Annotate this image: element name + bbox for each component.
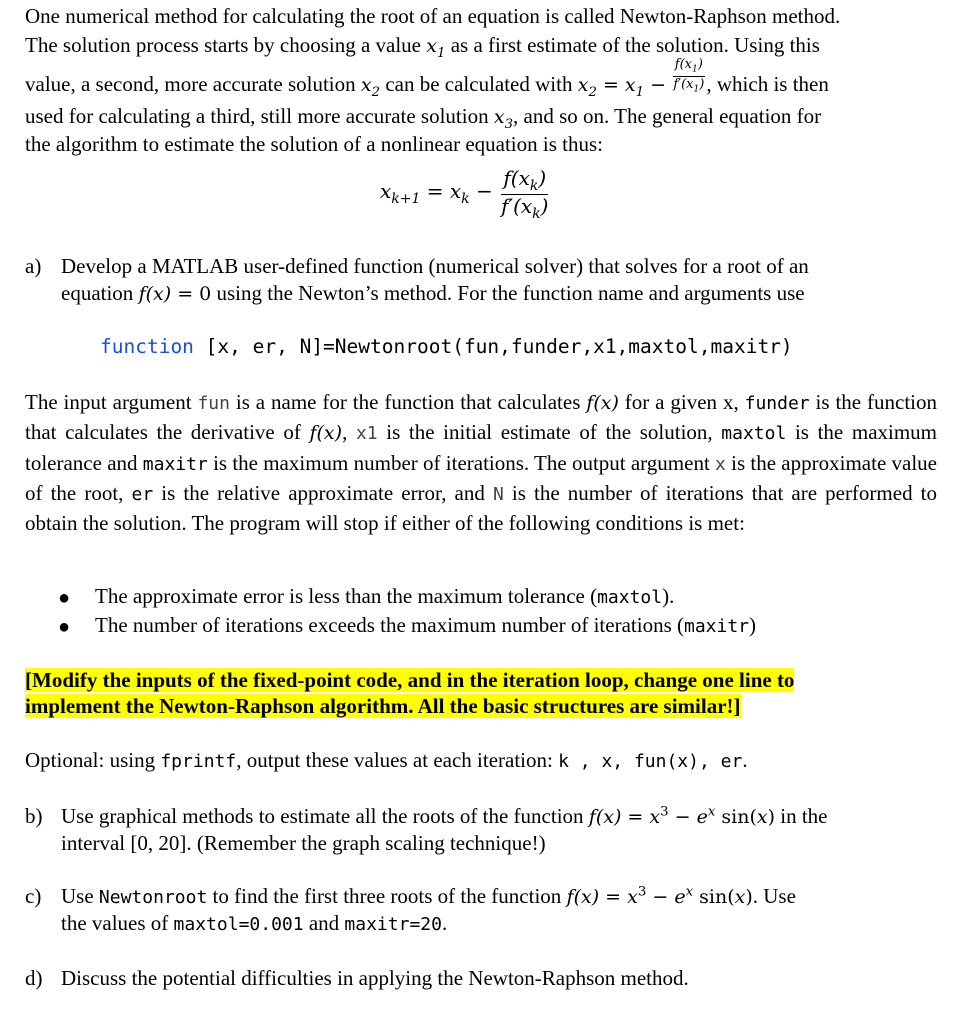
newton-fraction-small: $\frac{f(x_1)}{f'(x_1)}$ [673,57,705,95]
highlight-note-line-1: [Modify the inputs of the fixed-point code, and in the iteration loop, change one line to [25,668,795,692]
part-c-line-1: Use Newtonroot to find the first three roots of the function $f(x) = x^3 - e^x$ sin(x). Use [61,884,796,908]
part-d-text: Discuss the potential difficulties in applying the Newton-Raphson method. [61,966,689,990]
bullet-item-1: The approximate error is less than the maximum tolerance (maxtol). [95,584,675,608]
highlight-note-line-2: implement the Newton-Raphson algorithm. All the basic structures are similar!] [25,694,741,718]
part-a-line-2: equation f(x) = 0 using the Newton’s method. For the function name and arguments use [61,281,805,305]
bullet-item-2: The number of iterations exceeds the maximum number of iterations (maxitr) [95,613,757,637]
part-b-line-1: Use graphical methods to estimate all the roots of the function $f(x) = x^3 - e^x$ sin(x) in the [61,804,828,828]
intro-line-5: the algorithm to estimate the solution of a nonlinear equation is thus: [25,132,603,156]
intro-line-4: used for calculating a third, still more accurate solution $x_3$, and so on. The general equation for [25,104,822,132]
intro-line-1: One numerical method for calculating the root of an equation is called Newton-Raphson method. [25,4,841,28]
optional-line: Optional: using fprintf, output these values at each iteration: k , x, fun(x), er. [25,748,748,772]
bullet-icon: ● [58,616,71,638]
intro-line-2: The solution process starts by choosing a value $x_1$ as a first estimate of the solution. Using this [25,33,820,61]
part-c-line-2: the values of maxtol=0.001 and maxitr=20. [61,911,448,935]
intro-line-3: value, a second, more accurate solution $x_2$ can be calculated with $x_2 = x_1$ − $\frac{f(x_1)}{f'(x_1)}$ , which is then [25,57,829,100]
part-c-label: c) [25,884,42,908]
arguments-paragraph: The input argument fun is a name for the function that calculates f(x) for a given x, funder is the function that calculates the derivative of f(x), x1 is the initial estimate of the solution, maxtol is the maximum tolerance and maxitr is the maximum number of iterations. The output argument x is the approximate value of the root, er is the relative approximate error, and N is the number of iterations that are performed to obtain the solution. The program will stop if either of the following conditions is met: [25,390,938,536]
part-b-line-2: interval [0, 20]. (Remember the graph scaling technique!) [61,831,546,855]
part-d-label: d) [25,966,43,990]
newton-equation: $x_{k+1} = x_k$ − $\frac{f(x_k)}{f'(x_k)}$ [380,166,549,222]
bullet-icon: ● [58,587,71,609]
part-a-line-1: Develop a MATLAB user-defined function (numerical solver) that solves for a root of an [61,254,809,278]
part-a-label: a) [25,254,42,278]
part-b-label: b) [25,804,43,828]
function-signature: function [x, er, N]=Newtonroot(fun,funder,x1,maxtol,maxitr) [100,335,793,358]
